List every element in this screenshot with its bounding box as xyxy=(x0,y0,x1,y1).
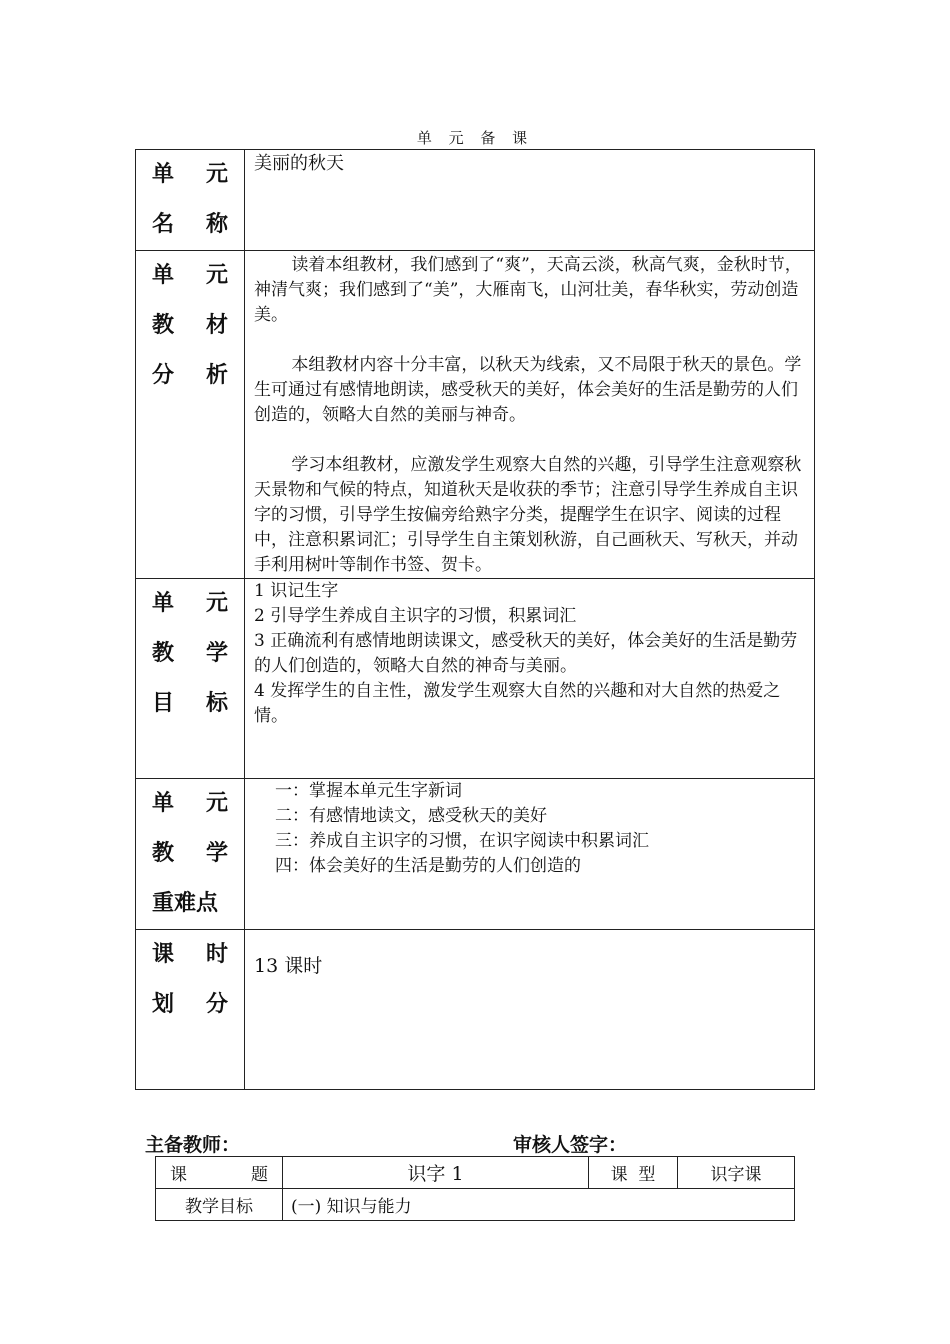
lesson-topic-row xyxy=(156,1157,795,1189)
class-hours-value: 13 课时 xyxy=(254,955,323,977)
label-char: 单 xyxy=(152,263,175,288)
row-key-points xyxy=(136,779,815,930)
goal-value: (一) 知识与能力 xyxy=(283,1189,795,1221)
label-char: 题 xyxy=(251,1165,268,1185)
key-point-item: 四：体会美好的生活是勤劳的人们创造的 xyxy=(275,856,581,876)
page-header: 单 元 备 课 xyxy=(416,129,534,147)
label-char: 划 xyxy=(152,992,175,1017)
unit-analysis-content xyxy=(245,251,815,579)
label-char: 教 xyxy=(152,841,175,866)
lesson-goal-row xyxy=(156,1189,795,1221)
row-unit-goals xyxy=(136,579,815,779)
label-char: 课 xyxy=(170,1165,187,1185)
label-char: 分 xyxy=(152,363,175,388)
analysis-paragraph: 读着本组教材，我们感到了“爽”，天高云淡，秋高气爽，金秋时节，神清气爽；我们感到了“美”，大雁南飞，山河壮美，春华秋实，劳动创造美。 xyxy=(254,255,802,325)
label-char: 学 xyxy=(205,841,228,866)
label-char: 学 xyxy=(205,641,228,666)
goal-item: 1 识记生字 xyxy=(254,581,339,601)
unit-name-value: 美丽的秋天 xyxy=(254,153,344,174)
analysis-paragraph: 学习本组教材，应激发学生观察大自然的兴趣，引导学生注意观察秋天景物和气候的特点，知道秋天是收获的季节；注意引导学生养成自主识字的习惯，引导学生按偏旁给熟字分类，提醒学生在识字、阅读的过程中，注意积累词汇；引导学生自主策划秋游，自己画秋天、写秋天，并动手利用树叶等制作书签、贺卡。 xyxy=(254,455,802,575)
label-char: 单 xyxy=(152,791,175,816)
label-char: 标 xyxy=(205,691,228,716)
label-char: 元 xyxy=(205,263,228,288)
lead-teacher-label: 主备教师： xyxy=(145,1134,241,1156)
type-value: 识字课 xyxy=(678,1157,795,1189)
label-char: 材 xyxy=(205,313,228,338)
label-char: 目 xyxy=(152,691,175,716)
label-char: 重难点 xyxy=(152,891,219,916)
key-points-label xyxy=(136,779,245,930)
unit-analysis-label xyxy=(136,251,245,579)
unit-name-value-cell xyxy=(245,150,815,251)
label-char: 课 xyxy=(152,942,175,967)
type-label: 课 型 xyxy=(589,1157,678,1189)
unit-goals-content xyxy=(245,579,815,779)
row-class-hours xyxy=(136,930,815,1090)
label-char: 元 xyxy=(205,791,228,816)
class-hours-content xyxy=(245,930,815,1090)
key-points-content xyxy=(245,779,815,930)
topic-label xyxy=(156,1157,283,1189)
lesson-table xyxy=(155,1156,795,1221)
unit-plan-table xyxy=(135,149,815,1090)
unit-goals-label xyxy=(136,579,245,779)
row-unit-name xyxy=(136,150,815,251)
label-char: 单 xyxy=(152,591,175,616)
goal-item: 4 发挥学生的自主性，激发学生观察大自然的兴趣和对大自然的热爱之情。 xyxy=(254,681,781,726)
goal-item: 3 正确流利有感情地朗读课文，感受秋天的美好，体会美好的生活是勤劳的人们创造的，领略大自然的神奇与美丽。 xyxy=(254,631,798,676)
label-char: 教 xyxy=(152,641,175,666)
label-char: 时 xyxy=(205,942,228,967)
analysis-paragraph: 本组教材内容十分丰富，以秋天为线索，又不局限于秋天的景色。学生可通过有感情地朗读，感受秋天的美好，体会美好的生活是勤劳的人们创造的，领略大自然的美丽与神奇。 xyxy=(254,355,802,425)
goal-item: 2 引导学生养成自主识字的习惯，积累词汇 xyxy=(254,606,577,626)
label-char: 元 xyxy=(205,162,228,187)
label-char: 称 xyxy=(205,212,228,237)
label-char: 元 xyxy=(205,591,228,616)
unit-name-label xyxy=(136,150,245,251)
topic-value: 识字 1 xyxy=(283,1157,589,1189)
label-char: 单 xyxy=(152,162,175,187)
label-char: 析 xyxy=(205,363,228,388)
label-char: 分 xyxy=(205,992,228,1017)
goal-label: 教学目标 xyxy=(156,1189,283,1221)
key-point-item: 二：有感情地读文，感受秋天的美好 xyxy=(275,806,547,826)
key-point-item: 一：掌握本单元生字新词 xyxy=(275,781,462,801)
class-hours-label xyxy=(136,930,245,1090)
row-unit-analysis xyxy=(136,251,815,579)
key-point-item: 三：养成自主识字的习惯，在识字阅读中积累词汇 xyxy=(275,831,649,851)
reviewer-signature-label: 审核人签字： xyxy=(513,1134,628,1156)
label-char: 名 xyxy=(152,212,175,237)
label-char: 教 xyxy=(152,313,175,338)
